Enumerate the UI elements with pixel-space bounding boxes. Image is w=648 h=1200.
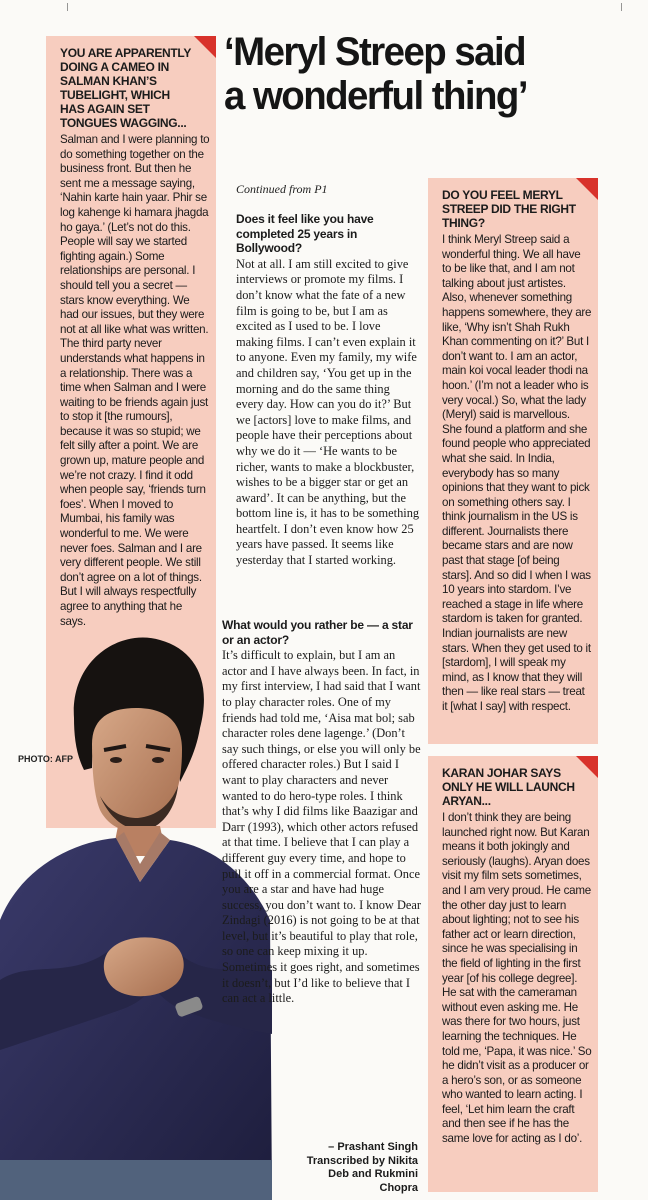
wrap-spacer: [222, 1147, 280, 1163]
interview-question: What would you rather be — a star or an actor?: [222, 618, 413, 647]
interview-answer: It’s difficult to explain, but I am an actor and I have always been. In fact, in my first interview, I had said that I want to play character roles. One of my friends had told me, ‘Aisa mat bol; sab character roles dene lagenge.’ (Don’t say such things, or else you will only be offered character roles.) But I said I want to play characters and never wanted to do hero-type roles. I think that’s why I did films like Baazigar and Darr (1993), which other actors refused at that time. I believe that I can play a different guy every time, and hope to pull it off in a commercial format. Once you are a star and have had huge success, you don’t want to. I know Dear Zindagi (2016) is not going to be at that level, but it’s beautiful to play that role, so one can keep mixing it up. Sometimes it goes right, and sometimes it doesn’t, but I’d like to believe that I can act a little.: [222, 648, 422, 1006]
byline-transcribers: Transcribed by Nikita Deb and Rukmini Chopra: [306, 1154, 418, 1194]
sidebar-question: DO YOU FEEL MERYL STREEP DID THE RIGHT THING?: [442, 188, 576, 230]
sidebar-box-aryan: [428, 756, 598, 1192]
sidebar-answer: I think Meryl Streep said a wonderful thing. We all have to be like that, and I am not talking about just artistes. Also, whenever something happens somewhere, they are like, ‘Why isn’t Shah Rukh Khan commenting on it?’ But I don’t want to. I am an actor, main koi vocal leader thodi na hoon.’ (I’m not a leader who is very vocal.) So, what the lady (Meryl) said is marvellous. She found a platform and she found people who appreciated what she said. In India, everybody has so many opinions that they want to pick on something others say. I think journalism in the US is different. Journalists there became stars and are now past that stage [of being stars]. And so did I when I was 10 years into stardom. I’ve reached a stage in life where stardom is taken for granted. Indian journalists are new stars. When they get used to it [stardom], I will speak my mind, as I know that they will then — like real stars — treat it [what I say] with respect.: [442, 233, 592, 713]
wrap-spacer: [222, 1194, 288, 1200]
sidebar-question: KARAN JOHAR SAYS ONLY HE WILL LAUNCH ARYAN...: [442, 766, 575, 808]
article-section-star-or-actor: [222, 618, 422, 1200]
wrap-spacer: [222, 1163, 284, 1179]
red-corner-flag: [576, 756, 598, 778]
photo-credit: PHOTO: AFP: [18, 754, 74, 764]
wrap-spacer: [222, 1178, 288, 1194]
red-corner-flag: [194, 36, 216, 58]
byline: [290, 1141, 418, 1195]
article-section-25-years: [236, 212, 420, 569]
wrap-spacer: [222, 1132, 276, 1148]
byline-author: – Prashant Singh: [328, 1141, 418, 1153]
headline-text: ‘Meryl Streep said a wonderful thing’: [224, 30, 527, 118]
sidebar-answer: I don’t think they are being launched right now. But Karan means it both jokingly and seriously (laughs). Aryan does visit my film sets sometimes, and I am very proud. He came the other day just to learn about lighting; not to see his father act or learn direction, since he was specialising in the field of lighting in the first year [of his college degree]. He sat with the cameraman without even asking me. He was there for two hours, just learning the techniques. He told me, ‘Papa, it was nice.’ So he didn’t visit as a producer or a hero’s son, or as someone who wanted to learn acting. I feel, ‘Let him learn the craft and then see if he has the same love for acting as I do’.: [442, 811, 592, 1146]
headline: [224, 30, 527, 118]
red-corner-flag: [576, 178, 598, 200]
sidebar-answer: Salman and I were planning to do something together on the business front. But then he sent me a message saying, ‘Nahin karte hain yaar. Phir se log kahenge ki hamara jhagda ho gaya.’ (Let’s not do this. People will say we started fighting again.) Some relationships are personal. I should tell you a secret — stars know everything. We had our issues, but they were not at all like what was written. The third party never understands what happens in a relationship. There was a time when Salman and I were waiting to be friends again just to stop it [the rumours], because it was so stupid; we felt silly after a point. We are grown up, mature people and we’re not crazy. I find it odd when people say, ‘friends turn foes’. When I moved to Mumbai, his family was wonderful to me. We were never foes. Salman and I are very different people. We still don’t agree on a lot of things. But I will always respectfully agree to anything that he says.: [60, 133, 210, 628]
crop-mark: |: [66, 2, 69, 11]
crop-mark: |: [620, 2, 623, 11]
wrap-spacer: [222, 1100, 252, 1116]
sidebar-question: YOU ARE APPARENTLY DOING A CAMEO IN SALMAN KHAN’S TUBELIGHT, WHICH HAS AGAIN SET TONGUES WAGGING...: [60, 46, 191, 130]
interview-answer: Not at all. I am still excited to give interviews or promote my films. I don’t know what the fate of a new film is going to be, but I am as excited as I used to be. I love making films. I can’t even explain it to anyone. Even my family, my wife and children say, ‘You get up in the morning and do the same thing every day. How can you do it?’ But we [actors] love to make films, and people have their perceptions about why we do it — ‘He wants to be richer, wants to make a blockbuster, wishes to be a bigger star or get an award’. It can be anything, but the bottom line is, it has to be something heartfelt. I don’t even know how 25 years have passed. It seems like yesterday that I started working.: [236, 256, 420, 568]
interview-question: Does it feel like you have completed 25 years in Bollywood?: [236, 212, 374, 256]
continued-from-label: Continued from P1: [236, 182, 328, 196]
sidebar-box-meryl-streep: [428, 178, 598, 744]
wrap-spacer: [222, 1116, 266, 1132]
